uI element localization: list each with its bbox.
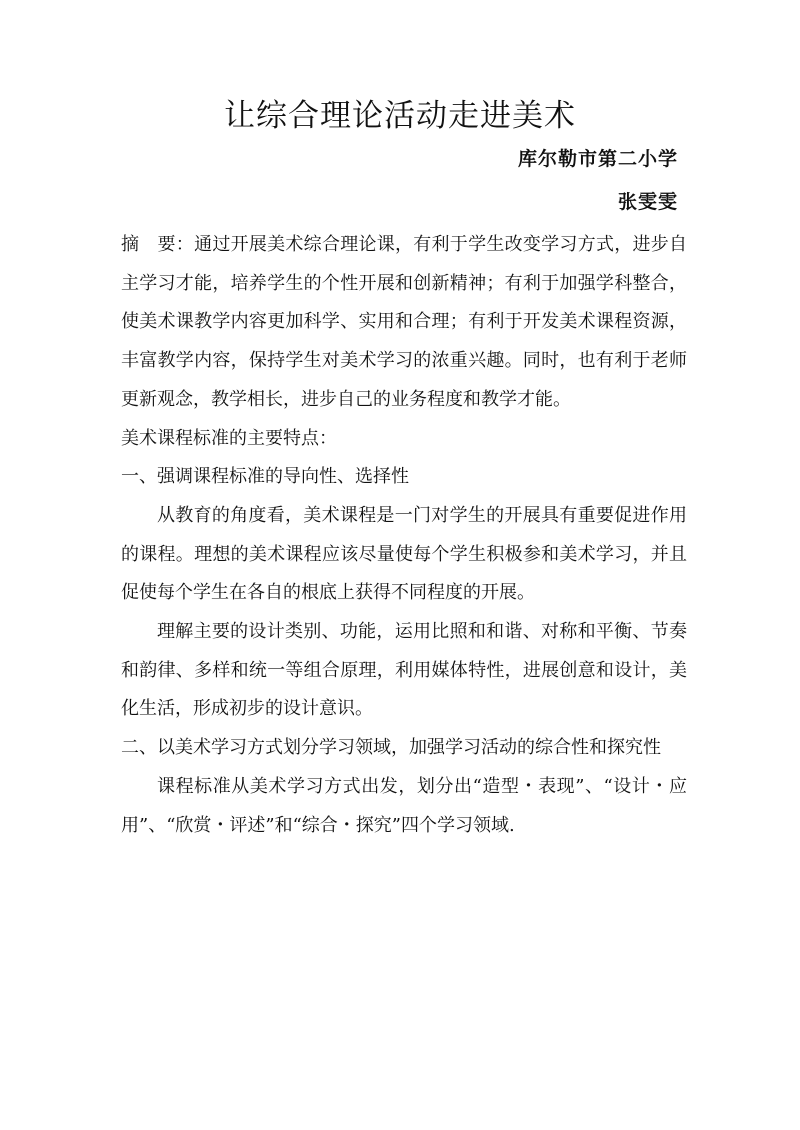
document-title: 让综合理论活动走进美术 [224, 98, 576, 134]
document-body [121, 226, 687, 845]
features-heading: 美术课程标准的主要特点： [121, 427, 337, 449]
section1-paragraph-1: 从教育的角度看，美术课程是一门对学生的开展具有重要促进作用的课程。理想的美术课程应该尽量使每个学生积极参和美术学习，并且促使每个学生在各自的根底上获得不同程度的开展。 [121, 504, 687, 604]
section2-paragraph-1: 课程标准从美术学习方式出发，划分出“造型・表现”、“设计・应用”、“欣赏・评述”和“综合・探究”四个学习领域. [121, 775, 687, 836]
section1-paragraph-2: 理解主要的设计类别、功能，运用比照和和谐、对称和平衡、节奏和韵律、多样和统一等组合原理，利用媒体特性，进展创意和设计，美化生活，形成初步的设计意识。 [121, 621, 687, 720]
abstract-paragraph [121, 226, 687, 420]
school-name: 库尔勒市第二小学 [517, 148, 678, 170]
abstract-text: 通过开展美术综合理论课，有利于学生改变学习方式，进步自主学习才能，培养学生的个性开展和创新精神；有利于加强学科整合，使美术课教学内容更加科学、实用和合理；有利于开发美术课程资源，丰富教学内容，保持学生对美术学习的浓重兴趣。同时，也有利于老师更新观念，教学相长，进步自己的业务程度和教学才能。 [121, 234, 688, 410]
author-name: 张雯雯 [617, 191, 678, 213]
abstract-label: 摘 要： [121, 234, 195, 255]
section1-heading: 一、强调课程标准的导向性、选择性 [121, 466, 409, 488]
section2-heading: 二、以美术学习方式划分学习领域，加强学习活动的综合性和探究性 [121, 737, 661, 759]
